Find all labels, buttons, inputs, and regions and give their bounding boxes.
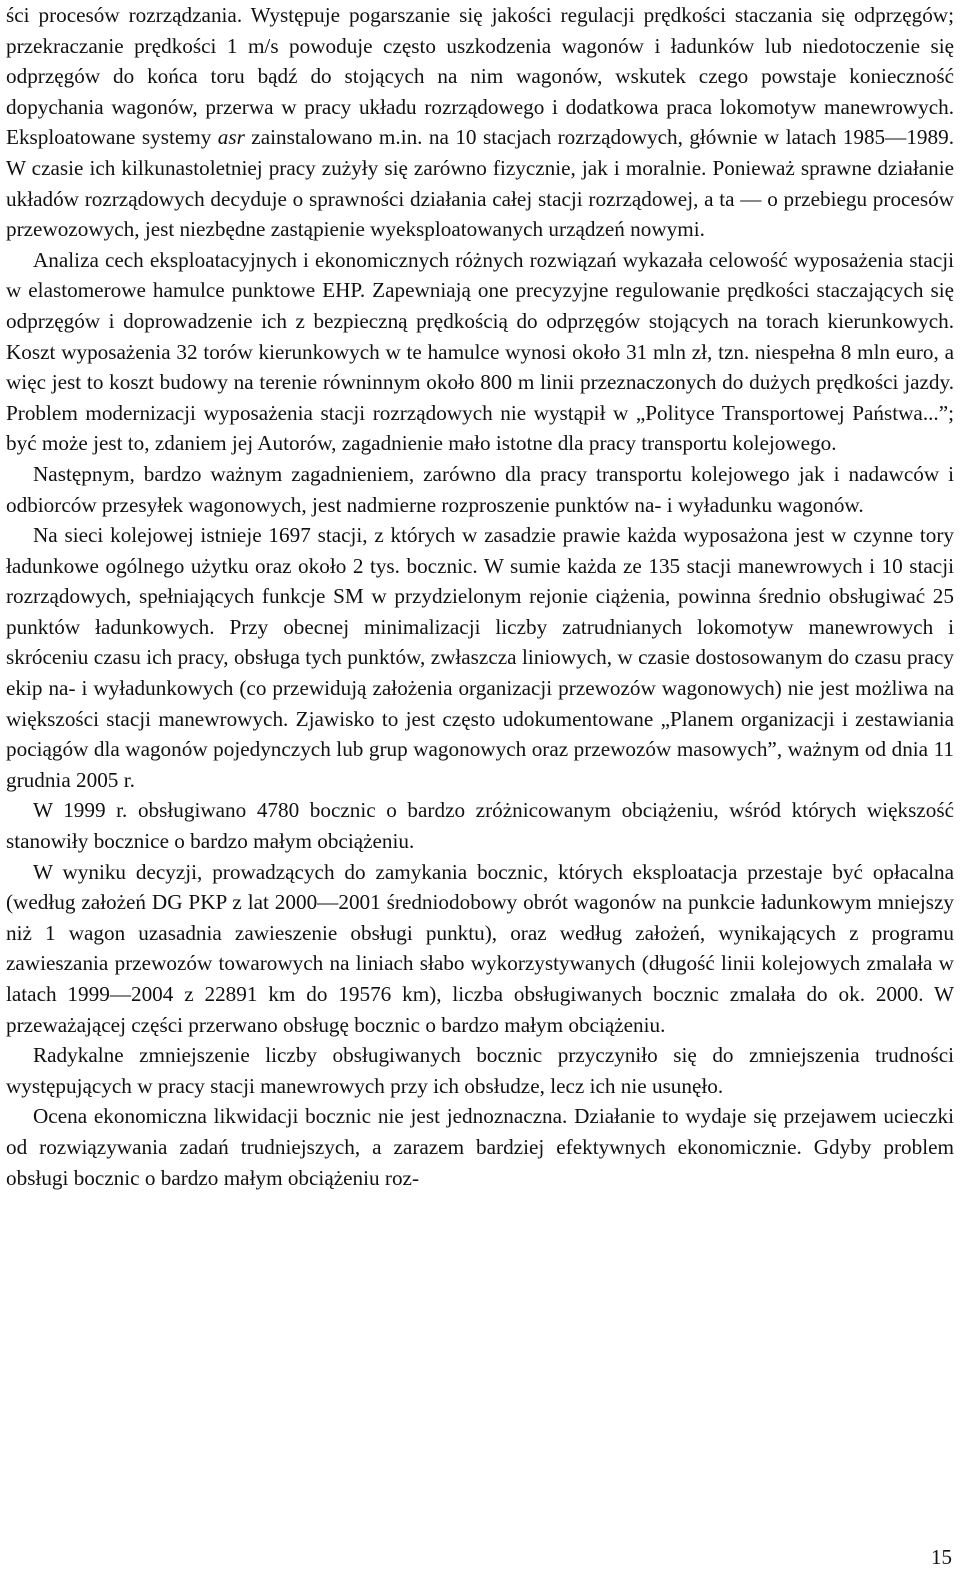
text-run: ści procesów rozrządzania. Występuje pogarszanie się jakości regulacji prędkości staczania się odprzęgów; przekraczanie prędkości 1 m/s powoduje często uszkodzenia wagonów i ładunków lub niedotoczenie się odprzęgów do końca toru bądź do stojących na nim wagonów, wskutek czego powstaje konieczność dopychania wagonów, przerwa w pracy układu rozrządowego i dodatkowa praca lokomotyw manewrowych. Eksploatowane systemy	[6, 3, 954, 150]
text-run: W 1999 r. obsługiwano 4780 bocznic o bardzo zróżnicowanym obciążeniu, wśród których większość stanowiły bocznice o bardzo małym obciążeniu.	[6, 798, 954, 854]
paragraph	[6, 795, 954, 856]
text-run: zainstalowano m.in. na 10 stacjach rozrządowych, głównie w latach 1985—1989. W czasie ich kilkunastoletniej pracy zużyły się zarówno fizycznie, jak i moralnie. Ponieważ sprawne działanie układów rozrządowych decyduje o sprawności działania całej stacji rozrządowej, a ta — o przebiegu procesów przewozowych, jest niezbędne zastąpienie wyeksploatowanych urządzeń nowymi.	[6, 125, 954, 242]
paragraph	[6, 1101, 954, 1193]
text-run: Następnym, bardzo ważnym zagadnieniem, zarówno dla pracy transportu kolejowego jak i nadawców i odbiorców przesyłek wagonowych, jest nadmierne rozproszenie punktów na- i wyładunku wagonów.	[6, 461, 954, 517]
paragraph	[6, 857, 954, 1041]
text-run: W wyniku decyzji, prowadzących do zamykania bocznic, których eksploatacja przestaje być opłacalna (według założeń DG PKP z lat 2000—2001 średniodobowy obrót wagonów na punkcie ładunkowym mniejszy niż 1 wagon uzasadnia zawieszenie obsługi punktu), oraz według założeń, wynikających z programu zawieszania przewozów towarowych na liniach słabo wykorzystywanych (długość linii kolejowych zmalała w latach 1999—2004 z 22891 km do 19576 km), liczba obsługiwanych bocznic zmalała do ok. 2000. W przeważającej części przerwano obsługę bocznic o bardzo małym obciążeniu.	[6, 859, 954, 1037]
page-number: 15	[931, 1545, 952, 1569]
paragraph	[6, 245, 954, 459]
document-page	[6, 0, 954, 1193]
paragraph	[6, 520, 954, 795]
paragraph	[6, 0, 954, 245]
italic-text: asr	[217, 125, 245, 150]
text-run: Na sieci kolejowej istnieje 1697 stacji, z których w zasadzie prawie każda wyposażona jest w czynne tory ładunkowe ogólnego użytku oraz około 2 tys. bocznic. W sumie każda ze 135 stacji manewrowych i 10 stacji rozrządowych, spełniających funkcje SM w przydzielonym rejonie ciążenia, powinna średnio obsługiwać 25 punktów ładunkowych. Przy obecnej minimalizacji liczby zatrudnianych lokomotyw manewrowych i skróceniu czasu ich pracy, obsługa tych punktów, zwłaszcza liniowych, w czasie dostosowanym do czasu pracy ekip na- i wyładunkowych (co przewidują założenia organizacji przewozów wagonowych) nie jest możliwa na większości stacji manewrowych. Zjawisko to jest często udokumentowane „Planem organizacji i zestawiania pociągów dla wagonów pojedynczych lub grup wagonowych oraz przewozów masowych”, ważnym od dnia 11 grudnia 2005 r.	[6, 523, 954, 792]
text-run: Analiza cech eksploatacyjnych i ekonomicznych różnych rozwiązań wykazała celowość wyposażenia stacji w elastomerowe hamulce punktowe EHP. Zapewniają one precyzyjne regulowanie prędkości staczających się odprzęgów i doprowadzenie ich z bezpieczną prędkością do odprzęgów stojących na torach kierunkowych. Koszt wyposażenia 32 torów kierunkowych w te hamulce wynosi około 31 mln zł, tzn. niespełna 8 mln euro, a więc jest to koszt budowy na terenie równinnym około 800 m linii przeznaczonych do dużych prędkości jazdy. Problem modernizacji wyposażenia stacji rozrządowych nie wystąpił w „Polityce Transportowej Państwa...”; być może jest to, zdaniem jej Autorów, zagadnienie mało istotne dla pracy transportu kolejowego.	[6, 247, 954, 456]
text-run: Radykalne zmniejszenie liczby obsługiwanych bocznic przyczyniło się do zmniejszenia trudności występujących w pracy stacji manewrowych przy ich obsłudze, lecz ich nie usunęło.	[6, 1043, 954, 1098]
paragraph	[6, 1040, 954, 1101]
text-run: Ocena ekonomiczna likwidacji bocznic nie jest jednoznaczna. Działanie to wydaje się przejawem ucieczki od rozwiązywania zadań trudniejszych, a zarazem bardziej efektywnych ekonomicznie. Gdyby problem obsługi bocznic o bardzo małym obciążeniu roz-	[6, 1104, 954, 1190]
paragraph	[6, 459, 954, 520]
body-text	[6, 0, 954, 1193]
